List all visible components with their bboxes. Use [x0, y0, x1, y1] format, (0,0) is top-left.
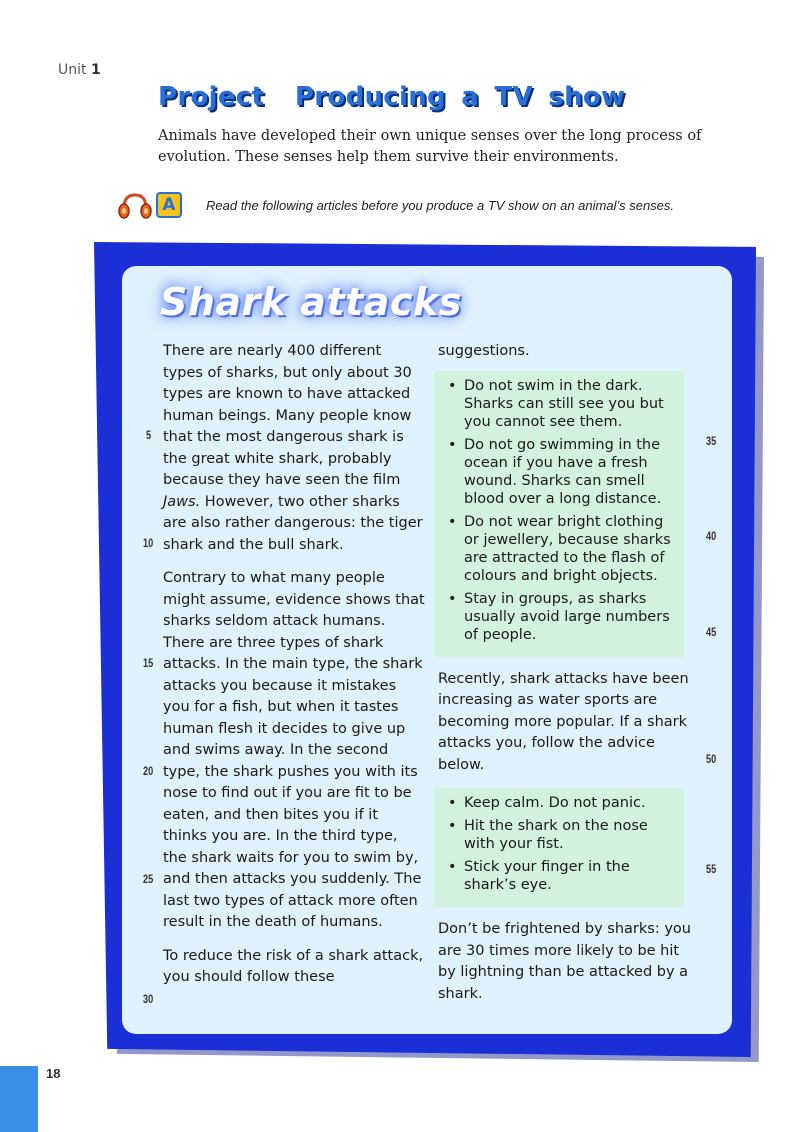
article-title: Shark attacks — [160, 280, 462, 324]
line-number: 10 — [143, 538, 154, 550]
line-number: 50 — [706, 754, 717, 766]
advice-item: • Keep calm. Do not panic. — [442, 794, 674, 812]
activity-label-a: A — [156, 192, 182, 218]
unit-prefix: Unit — [58, 62, 87, 78]
project-title: Project Producing a TV show — [158, 82, 626, 112]
suggestion-item: • Stay in groups, as sharks usually avoid large numbers of people. — [442, 590, 674, 644]
intro-text: Animals have developed their own unique senses over the long process of evolution. These senses help them survive their environments. — [158, 128, 702, 165]
line-number: 20 — [143, 766, 154, 778]
article-paragraph-right-3: Don’t be frightened by sharks: you are 30 times more likely to be hit by lightning than be attacked by a shark. — [438, 921, 691, 1002]
paragraph-1-tail: However, two other sharks are also rather dangerous: the tiger shark and the bull shark. — [163, 493, 423, 553]
activity-instruction-row — [118, 190, 758, 222]
suggestion-item: • Do not wear bright clothing or jewellery, because sharks are attracted to the flash of colours and bright objects. — [442, 513, 674, 585]
paragraph-1-text: There are nearly 400 different types of sharks, but only about 30 types are known to have attacked human beings. Many people know that the most dangerous shark is the great white shark, probably because they have seen the film — [163, 343, 412, 488]
advice-box — [434, 788, 684, 907]
line-number: 35 — [706, 436, 717, 448]
suggestion-item: • Do not go swimming in the ocean if you have a fresh wound. Sharks can smell blood over a long distance. — [442, 436, 674, 508]
activity-instruction: Read the following articles before you produce a TV show on an animal’s senses. — [206, 198, 675, 213]
article-right-column — [438, 341, 700, 1017]
suggestions-box — [434, 371, 684, 657]
suggestion-item: • Do not swim in the dark. Sharks can still see you but you cannot see them. — [442, 377, 674, 431]
line-number: 5 — [146, 430, 152, 442]
line-number: 55 — [706, 864, 717, 876]
article-paragraph-2: Contrary to what many people might assume, evidence shows that sharks seldom attack humans. There are three types of shark attacks. In the main type, the shark attacks you because it mistakes you for a fish, but when it tastes human flesh it decides to give up and swims away. In the second type, the shark pushes you with its nose to find out if you are fit to be eaten, and then bites you if it thinks you are. In the third type, the shark waits for you to swim by, and then attacks you suddenly. The last two types of attack more often result in the death of humans. — [163, 570, 425, 930]
advice-item: • Stick your finger in the shark’s eye. — [442, 858, 674, 894]
unit-label — [58, 62, 101, 78]
page-tab — [0, 1066, 38, 1132]
line-number: 25 — [143, 874, 154, 886]
unit-number: 1 — [90, 62, 101, 78]
headphones-icon — [118, 192, 152, 220]
article-paragraph-right-2: Recently, shark attacks have been increasing as water sports are becoming more popular. If a shark attacks you, follow the advice below. — [438, 670, 689, 773]
line-number: 15 — [143, 658, 154, 670]
article-left-column — [163, 341, 425, 1001]
line-number: 45 — [706, 627, 717, 639]
film-title: Jaws. — [163, 493, 201, 510]
page-number: 18 — [46, 1066, 61, 1081]
line-number: 30 — [143, 994, 154, 1006]
advice-item: • Hit the shark on the nose with your fist. — [442, 817, 674, 853]
article-paragraph-1 — [163, 341, 425, 556]
right-lead-text: suggestions. — [438, 343, 530, 359]
article-paragraph-3: To reduce the risk of a shark attack, you should follow these — [163, 947, 424, 985]
line-number: 40 — [706, 531, 717, 543]
